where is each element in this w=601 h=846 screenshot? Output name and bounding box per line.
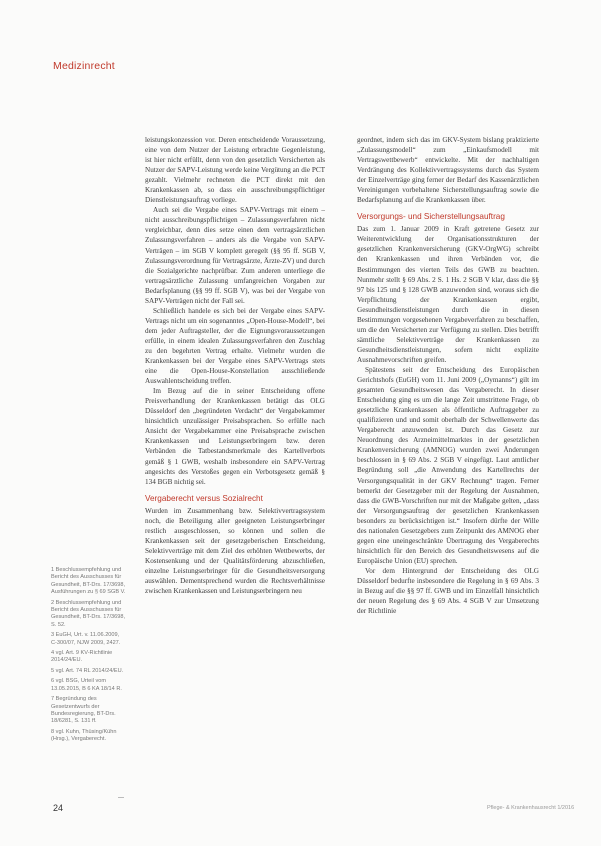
paragraph: Das zum 1. Januar 2009 in Kraft getretene Gesetz zur Weiterentwicklung der Organisationsstrukturen der gesetzlichen Krankenversicherung (GKV-OrgWG) schreibt den Krankenkassen und ihren Verbänden vor, die Bestimmungen des vierten Teils des GWB zu beachten. Nunmehr stellt § 69 Abs. 2 S. 1 Hs. 2 SGB V klar, dass die §§ 97 bis 125 und § 128 GWB anzuwenden sind, woraus sich die Verpflichtung der Krankenkassen ergibt, Gesundheitsdienstleistungen durch die in diesen Bestimmungen vorgesehenen Vergabeverfahren zu beschaffen, um die den Versicherten zur Verfügung zu stellen. Dies betrifft sämtliche Selektivverträge der Krankenkassen zu Gesundheitsdienstleistungen, sofern nicht explizite Ausnahmevorschriften greifen. bbox=[357, 225, 539, 364]
paragraph: geordnet, indem sich das im GKV-System bislang praktizierte „Zulassungsmodell“ zum „Einkaufsmodell mit Vertragswettbewerb“ entwickelte. Mit der nachhaltigen Verdrängung des Kollektivvertragssystems durch das System der Einzelverträge ging ferner der Bedarf des Kassenärztlichen Vereinigungen vorbehaltene Sicherstellungsauftrag sowie die Bedarfsplanung auf die Krankenkassen über. bbox=[357, 136, 539, 205]
paragraph: Spätestens seit der Entscheidung des Europäischen Gerichtshofs (EuGH) vom 11. Juni 2009 („Oymanns“) gilt im gesamten Gesundheitswesen das Vergaberecht. In dieser Entscheidung ging es um die lange Zeit umstrittene Frage, ob gesetzliche Krankenkassen als öffentliche Auftraggeber zu qualifizieren und und somit oberhalb der Schwellenwerte das Vergaberecht anzuwenden ist. Durch das Gesetz zur Neuordnung des Arzneimittelmarktes in der gesetzlichen Krankenversicherung (AMNOG) wurden zwei Änderungen beschlossen in § 69 Abs. 2 SGB V eingefügt. Laut amtlicher Begründung soll „die Anwendung des Kartellrechts der Versorgungsqualität in der GKV Rechnung“ tragen. Ferner bemerkt der Gesetzgeber mit der Regelung der Ausnahmen, dass die GWB-Vorschriften nur mit der Maßgabe gelten, „dass der Versorgungsauftrag der gesetzlichen Krankenkassen besonders zu berücksichtigen ist.“ Insofern dürfte der Wille des nationalen Gesetzgebers zum Zeitpunkt des AMNOG eher gegen eine uneingeschränkte Übertragung des Vergaberechts hinsichtlich für den Bereich des Gesundheitswesens auf die Europäische Union (EU) sprechen. bbox=[357, 365, 539, 565]
text-column-left bbox=[145, 135, 325, 596]
footnotes-sidebar bbox=[51, 567, 126, 747]
footnote: 6 vgl. BSG, Urteil vom 13.05.2015, B 6 KA 18/14 R. bbox=[51, 678, 122, 692]
section-heading: Vergaberecht versus Sozialrecht bbox=[145, 493, 263, 503]
footnote: 7 Begründung des Gesetzentwurfs der Bundesregierung, BT-Drs. 18/6281, S. 131 ff. bbox=[51, 696, 116, 725]
text-column-right bbox=[357, 135, 539, 616]
footnote: 1 Beschlussempfehlung und Bericht des Ausschusses für Gesundheit, BT-Drs. 17/3698, Ausführungen zu § 69 SGB V. bbox=[51, 567, 126, 596]
footnote: 2 Beschlussempfehlung und Bericht des Ausschusses für Gesundheit, BT-Drs. 17/3698, S. 52. bbox=[51, 599, 126, 628]
page-number: 24 bbox=[53, 803, 64, 813]
section-label: Medizinrecht bbox=[53, 60, 115, 72]
footnote: 3 EuGH, Urt. v. 11.06.2009, C-300/07, NJW 2009, 2427. bbox=[51, 632, 121, 646]
paragraph: leistungskonzession vor. Deren entscheidende Voraussetzung, eine von dem Nutzer der Leistung erbrachte Gegenleistung, ist hier nicht erfüllt, denn von den gesetzlich Versicherten als Nutzer der SAPV-Leistung werde keine Vergütung an die PCT gezahlt. Vielmehr rechneten die PCT direkt mit den Krankenkassen ab, so dass ein ausschreibungspflichtiger Dienstleistungsauftrag vorliege. bbox=[145, 136, 325, 205]
footnote: 8 vgl. Kuhn, Thüsing/Kühn (Hrsg.), Vergaberecht. bbox=[51, 728, 117, 743]
journal-footer: Pflege- & Krankenhausrecht 1/2016 bbox=[487, 805, 575, 811]
paragraph: Schließlich handele es sich bei der Vergabe eines SAPV-Vertrags nicht um ein sogenanntes „Open-House-Modell“, bei dem jeder Auftragsteller, der die Eignungsvoraussetzungen erfülle, in einem idealen Zulassungsverfahren den Zuschlag zu den begehrten Vertrag erhalte. Vielmehr wurden die Krankenkassen bei der Vergabe eines SAPV-Vertrags stets eine die Open-House-Konstellation ausschließende Auswahlentscheidung treffen. bbox=[145, 306, 325, 386]
section-heading: Versorgungs- und Sicherstellungsauftrag bbox=[357, 212, 505, 222]
footnote: 5 vgl. Art. 74 RL 2014/24/EU. bbox=[51, 667, 124, 674]
paragraph: Auch sei die Vergabe eines SAPV-Vertrags mit einem – nicht ausschreibungspflichtigen – Zulassungsverfahren nicht vergleichbar, denn dies setze einen dem vertragsärztlichen Zulassungsverfahren – anders als die Vergabe von SAPV-Verträgen – im SGB V komplett geregelt (§§ 95 ff. SGB V, Zulassungsverordnung für Vertragsärzte, Ärzte-ZV) und durch die Sozialgerichte nachprüfbar. Zum anderen unterliege die vertragsärztliche Zulassung umfangreichen Vorgaben zur Bedarfsplanung (§§ 99 ff. SGB V), was bei der Vergabe von SAPV-Verträgen nicht der Fall sei. bbox=[145, 206, 325, 305]
paragraph: Im Bezug auf die in seiner Entscheidung offene Preisverhandlung der Krankenkassen betätigt das OLG Düsseldorf den „begründeten Verdacht“ der Vergabekammer hinsichtlich unzulässiger Preisabsprachen. So erfülle nach Ansicht der Vergabekammer eine Preisabsprache zwischen Krankenkassen und Leistungserbringern bzw. deren Verbänden die Tatbestandsmerkmale des Kartellverbots gemäß § 1 GWB, weshalb insbesondere ein SAPV-Vertrag angesichts des Verstoßes gegen ein Verbotsgesetz gemäß § 134 BGB nichtig sei. bbox=[145, 387, 325, 486]
footnote: 4 vgl. Art. 9 KV-Richtlinie 2014/24/EU. bbox=[51, 650, 113, 664]
divider bbox=[118, 797, 124, 798]
paragraph: Vor dem Hintergrund der Entscheidung des OLG Düsseldorf bedurfte insbesondere die Regelung in § 69 Abs. 3 in Bezug auf die §§ 97 ff. GWB und im Einzelfall hinsichtlich der neuen Regelung des § 69 Abs. 4 SGB V zur Umsetzung der Richtlinie bbox=[357, 566, 539, 616]
paragraph: Wurden im Zusammenhang bzw. Selektivvertragssystem noch, die Beteiligung aller geeigneten Leistungserbringer restlich ausgeschlossen, so können und sollen die Krankenkassen seit der gesetzgeberischen Entscheidung, Selektivverträge mit dem Ziel des erhöhten Wettbewerbs, der Kostensenkung und der Qualitätsförderung abzuschließen, einzelne Leistungserbringer für die Gesundheitsversorgung auswählen. Dementsprechend wurden die Rechtsverhältnisse zwischen Krankenkassen und Leistungserbringern neu bbox=[145, 506, 325, 596]
